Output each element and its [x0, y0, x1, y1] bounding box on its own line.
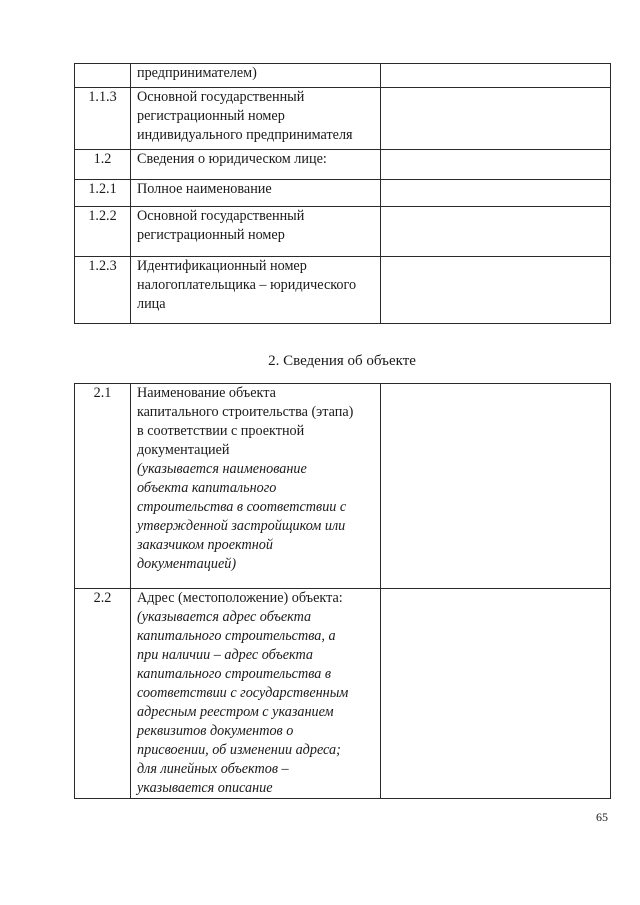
field-value-cell[interactable] — [381, 64, 611, 88]
page-number: 65 — [596, 810, 608, 824]
field-label — [131, 384, 381, 589]
field-label — [131, 88, 381, 150]
row-number — [75, 64, 131, 88]
field-value-cell[interactable] — [381, 88, 611, 150]
table-row — [75, 589, 611, 799]
label-line: предпринимателем) — [137, 65, 257, 81]
label-line: Наименование объекта — [137, 385, 276, 401]
row-number: 1.2.3 — [75, 257, 131, 324]
row-number: 2.2 — [75, 589, 131, 799]
hint-line: документацией) — [137, 556, 237, 572]
hint-line: капитального строительства, а — [137, 628, 336, 644]
table-row — [75, 384, 611, 589]
hint-line: (указывается наименование — [137, 461, 307, 477]
field-value-cell[interactable] — [381, 150, 611, 180]
hint-line: капитального строительства в — [137, 666, 332, 682]
field-label — [131, 180, 381, 207]
field-value-cell[interactable] — [381, 589, 611, 799]
label-line: налогоплательщика – юридического — [137, 277, 357, 293]
label-line: индивидуального предпринимателя — [137, 127, 353, 143]
hint-line: утвержденной застройщиком или — [137, 518, 346, 534]
label-line: регистрационный номер — [137, 108, 285, 124]
table-row — [75, 88, 611, 150]
row-number: 1.2.1 — [75, 180, 131, 207]
section-title: 2. Сведения об объекте — [268, 353, 416, 369]
label-line: Адрес (местоположение) объекта: — [137, 590, 343, 606]
hint-line: (указывается адрес объекта — [137, 609, 312, 625]
row-number: 2.1 — [75, 384, 131, 589]
field-value-cell[interactable] — [381, 384, 611, 589]
row-number: 1.2 — [75, 150, 131, 180]
hint-line: для линейных объектов – — [137, 761, 289, 777]
field-value-cell[interactable] — [381, 257, 611, 324]
label-line: лица — [137, 296, 166, 312]
field-value-cell[interactable] — [381, 207, 611, 257]
object-info-table — [74, 383, 611, 799]
field-value-cell[interactable] — [381, 180, 611, 207]
table-row — [75, 207, 611, 257]
label-line: Основной государственный — [137, 89, 305, 105]
applicant-info-table — [74, 63, 611, 324]
label-line: Полное наименование — [137, 181, 272, 197]
hint-line: заказчиком проектной — [137, 537, 273, 553]
hint-line: адресным реестром с указанием — [137, 704, 334, 720]
table-row — [75, 64, 611, 88]
table-row — [75, 150, 611, 180]
label-line: в соответствии с проектной — [137, 423, 305, 439]
hint-line: соответствии с государственным — [137, 685, 349, 701]
field-label — [131, 150, 381, 180]
hint-line: указывается описание — [137, 780, 273, 796]
label-line: Идентификационный номер — [137, 258, 307, 274]
label-line: регистрационный номер — [137, 227, 285, 243]
label-line: Сведения о юридическом лице: — [137, 151, 327, 167]
field-label — [131, 207, 381, 257]
row-number: 1.2.2 — [75, 207, 131, 257]
row-number: 1.1.3 — [75, 88, 131, 150]
label-line: Основной государственный — [137, 208, 305, 224]
hint-line: реквизитов документов о — [137, 723, 294, 739]
label-line: капитального строительства (этапа) — [137, 404, 354, 420]
hint-line: строительства в соответствии с — [137, 499, 347, 515]
field-label — [131, 257, 381, 324]
label-line: документацией — [137, 442, 230, 458]
hint-line: при наличии – адрес объекта — [137, 647, 314, 663]
table-row — [75, 180, 611, 207]
field-label — [131, 589, 381, 799]
hint-line: присвоении, об изменении адреса; — [137, 742, 341, 758]
table-row — [75, 257, 611, 324]
hint-line: объекта капитального — [137, 480, 277, 496]
field-label — [131, 64, 381, 88]
